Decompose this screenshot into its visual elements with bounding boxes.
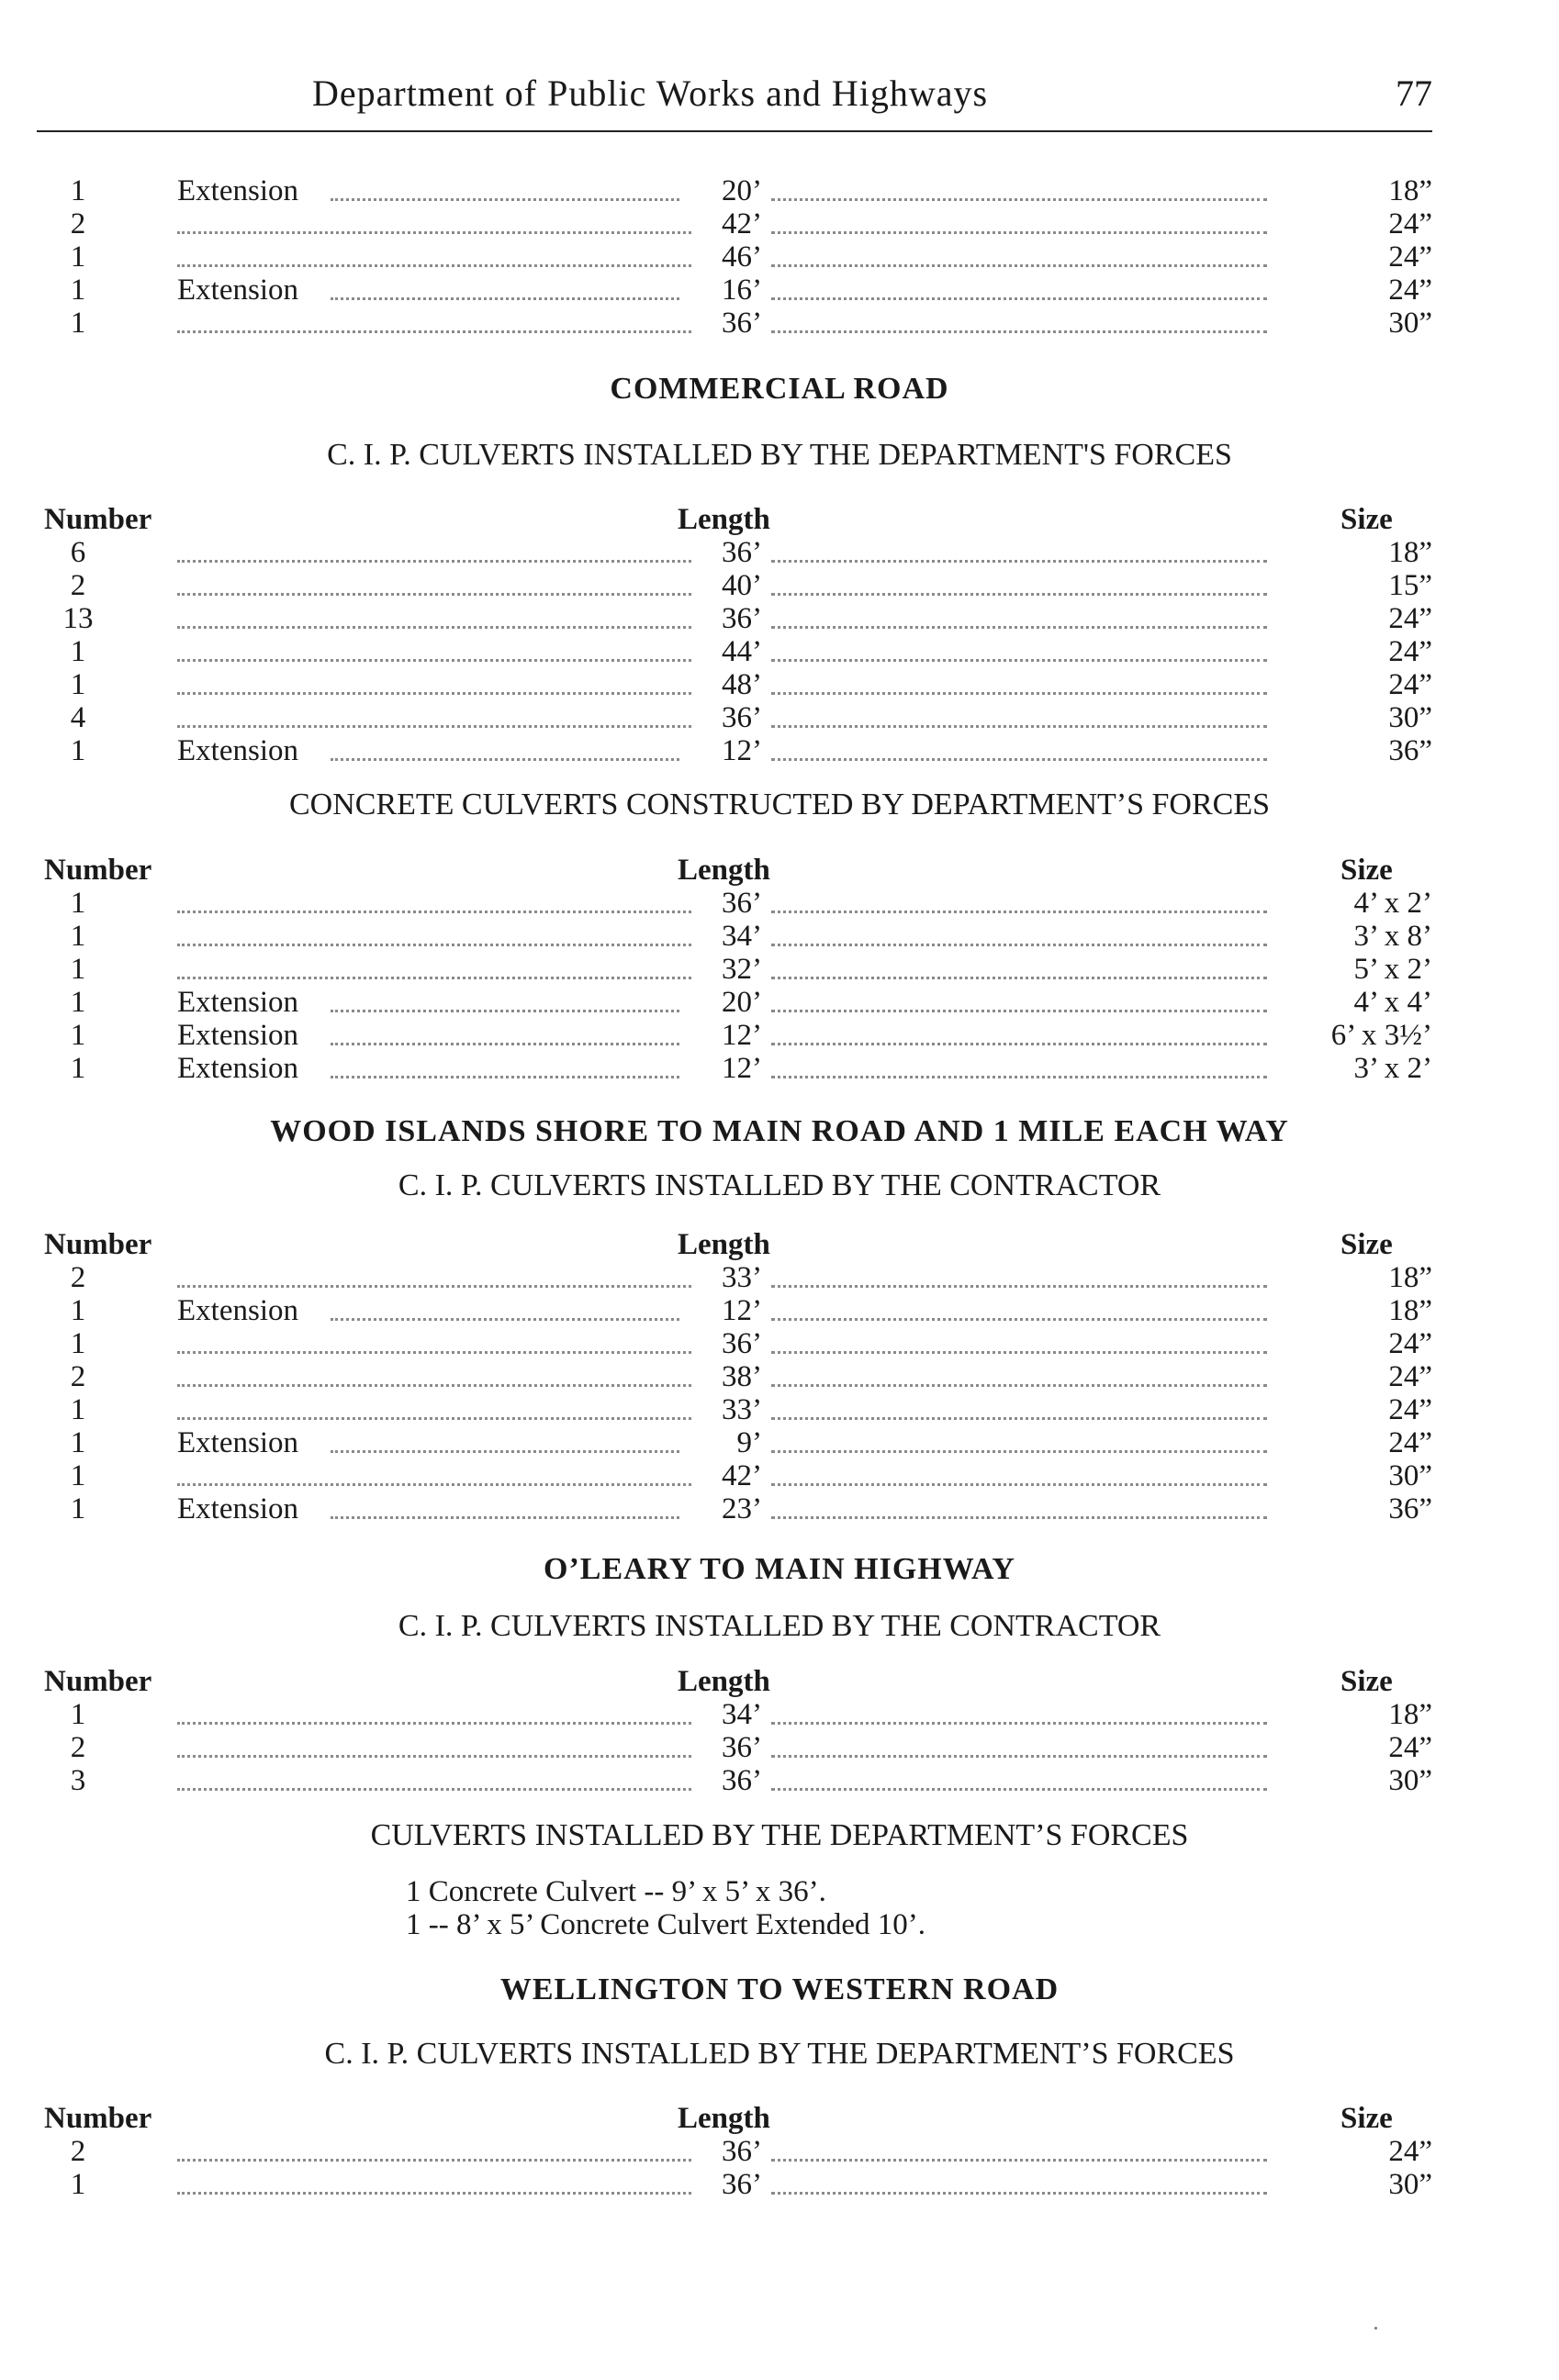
dot-leader (771, 1074, 1267, 1078)
cell-length: 36’ (722, 701, 762, 734)
table-row (0, 569, 1559, 602)
cell-number: 6 (70, 536, 86, 569)
cell-size: 24” (1388, 1327, 1432, 1360)
cell-size: 24” (1388, 240, 1432, 274)
table-row (0, 1360, 1559, 1393)
column-header-length: Length (678, 2102, 770, 2135)
column-header-length: Length (678, 854, 770, 887)
table-row (0, 1426, 1559, 1459)
dot-leader (177, 558, 691, 563)
dot-leader (771, 1283, 1267, 1288)
cell-length: 16’ (722, 274, 762, 307)
table-row (0, 1393, 1559, 1426)
column-header-length: Length (678, 503, 770, 536)
table-row (0, 701, 1559, 734)
dot-leader (771, 229, 1267, 234)
cell-size: 4’ x 4’ (1353, 986, 1432, 1019)
cell-number: 1 (70, 1052, 86, 1085)
cell-number: 1 (70, 920, 86, 953)
section-subheading: C. I. P. CULVERTS INSTALLED BY THE CONTRACTOR (398, 1609, 1161, 1643)
column-header-size: Size (1340, 503, 1393, 536)
dot-leader (177, 1349, 691, 1354)
column-header-size: Size (1340, 854, 1393, 887)
dot-leader (177, 909, 691, 913)
column-header-row (0, 503, 1559, 536)
cell-number: 1 (70, 1327, 86, 1360)
dot-leader (331, 1074, 679, 1078)
table-row (0, 668, 1559, 701)
culvert-note: 1 -- 8’ x 5’ Concrete Culvert Extended 10’. (406, 1908, 926, 1941)
cell-number: 1 (70, 1492, 86, 1525)
cell-number: 2 (70, 2135, 86, 2168)
cell-length: 46’ (722, 240, 762, 274)
section-subheading: C. I. P. CULVERTS INSTALLED BY THE DEPARTMENT’S FORCES (324, 2037, 1235, 2071)
dot-leader (771, 723, 1267, 728)
table-row (0, 174, 1559, 207)
cell-length: 36’ (722, 1327, 762, 1360)
dot-leader (177, 723, 691, 728)
dot-leader (771, 756, 1267, 761)
dot-leader (771, 1514, 1267, 1519)
table-row (0, 207, 1559, 240)
dot-leader (177, 1786, 691, 1791)
section-heading: WELLINGTON TO WESTERN ROAD (499, 1972, 1060, 2006)
cell-size: 15” (1388, 569, 1432, 602)
cell-size: 30” (1388, 2168, 1432, 2201)
column-header-size: Size (1340, 1228, 1393, 1261)
cell-length: 20’ (722, 174, 762, 207)
dot-leader (331, 296, 679, 300)
table-row (0, 1261, 1559, 1294)
dot-leader (771, 975, 1267, 979)
table-row (0, 2135, 1559, 2168)
dot-leader (331, 756, 679, 761)
cell-length: 44’ (722, 635, 762, 668)
cell-size: 24” (1388, 1360, 1432, 1393)
column-header-size: Size (1340, 1665, 1393, 1698)
section-heading: WOOD ISLANDS SHORE TO MAIN ROAD AND 1 MILE EACH WAY (270, 1114, 1289, 1148)
table-row (0, 1492, 1559, 1525)
cell-description: Extension (177, 1019, 298, 1052)
dot-leader (177, 624, 691, 629)
table-row (0, 602, 1559, 635)
table-row (0, 1459, 1559, 1492)
dot-leader (771, 1041, 1267, 1045)
cell-length: 12’ (722, 1294, 762, 1327)
dot-leader (771, 1753, 1267, 1758)
dot-leader (177, 1382, 691, 1387)
cell-size: 24” (1388, 602, 1432, 635)
cell-description: Extension (177, 174, 298, 207)
cell-size: 24” (1388, 668, 1432, 701)
cell-number: 1 (70, 1459, 86, 1492)
cell-size: 18” (1388, 1698, 1432, 1731)
dot-leader (771, 558, 1267, 563)
cell-length: 36’ (722, 536, 762, 569)
cell-number: 2 (70, 569, 86, 602)
column-header-length: Length (678, 1665, 770, 1698)
cell-length: 36’ (722, 1764, 762, 1797)
dot-leader (771, 2190, 1267, 2195)
dot-leader (771, 263, 1267, 267)
cell-description: Extension (177, 274, 298, 307)
scan-speck (1374, 2327, 1377, 2330)
cell-length: 36’ (722, 602, 762, 635)
dot-leader (771, 942, 1267, 946)
cell-size: 24” (1388, 635, 1432, 668)
dot-leader (331, 1448, 679, 1453)
cell-size: 24” (1388, 274, 1432, 307)
dot-leader (331, 1041, 679, 1045)
cell-size: 18” (1388, 536, 1432, 569)
cell-size: 30” (1388, 1764, 1432, 1797)
cell-number: 13 (62, 602, 94, 635)
dot-leader (771, 196, 1267, 201)
cell-number: 3 (70, 1764, 86, 1797)
section-subheading: CONCRETE CULVERTS CONSTRUCTED BY DEPARTMENT’S FORCES (288, 788, 1270, 821)
cell-size: 36” (1388, 734, 1432, 767)
table-row (0, 1052, 1559, 1085)
dot-leader (771, 657, 1267, 662)
section-subheading: C. I. P. CULVERTS INSTALLED BY THE DEPARTMENT'S FORCES (327, 438, 1232, 472)
page-header (37, 72, 1432, 127)
table-row (0, 536, 1559, 569)
dot-leader (331, 1316, 679, 1321)
cell-number: 1 (70, 1698, 86, 1731)
dot-leader (177, 657, 691, 662)
cell-number: 1 (70, 274, 86, 307)
cell-length: 40’ (722, 569, 762, 602)
cell-description: Extension (177, 986, 298, 1019)
header-rule (37, 130, 1432, 132)
cell-number: 1 (70, 953, 86, 986)
column-header-number: Number (44, 1228, 152, 1261)
cell-length: 48’ (722, 668, 762, 701)
cell-length: 36’ (722, 1731, 762, 1764)
cell-size: 24” (1388, 1426, 1432, 1459)
dot-leader (771, 1008, 1267, 1012)
table-row (0, 307, 1559, 340)
dot-leader (177, 1481, 691, 1486)
dot-leader (177, 942, 691, 946)
cell-number: 1 (70, 240, 86, 274)
cell-size: 4’ x 2’ (1353, 887, 1432, 920)
column-header-number: Number (44, 2102, 152, 2135)
section-subheading: C. I. P. CULVERTS INSTALLED BY THE CONTRACTOR (398, 1168, 1161, 1202)
dot-leader (177, 1753, 691, 1758)
column-header-number: Number (44, 1665, 152, 1698)
section-subheading: CULVERTS INSTALLED BY THE DEPARTMENT’S FORCES (370, 1818, 1189, 1852)
page-number: 77 (1396, 73, 1432, 114)
cell-number: 1 (70, 986, 86, 1019)
cell-size: 30” (1388, 701, 1432, 734)
column-header-row (0, 1665, 1559, 1698)
cell-number: 2 (70, 207, 86, 240)
cell-length: 12’ (722, 1052, 762, 1085)
cell-size: 24” (1388, 1393, 1432, 1426)
cell-number: 1 (70, 734, 86, 767)
dot-leader (177, 1720, 691, 1725)
cell-number: 1 (70, 1294, 86, 1327)
column-header-number: Number (44, 503, 152, 536)
cell-length: 12’ (722, 1019, 762, 1052)
cell-size: 6’ x 3½’ (1330, 1019, 1432, 1052)
table-row (0, 1731, 1559, 1764)
cell-number: 1 (70, 1393, 86, 1426)
cell-size: 3’ x 2’ (1353, 1052, 1432, 1085)
cell-length: 12’ (722, 734, 762, 767)
cell-length: 9’ (736, 1426, 762, 1459)
cell-size: 24” (1388, 207, 1432, 240)
cell-size: 36” (1388, 1492, 1432, 1525)
cell-number: 2 (70, 1731, 86, 1764)
cell-number: 2 (70, 1360, 86, 1393)
cell-length: 20’ (722, 986, 762, 1019)
dot-leader (331, 1008, 679, 1012)
column-header-row (0, 1228, 1559, 1261)
dot-leader (331, 1514, 679, 1519)
column-header-row (0, 2102, 1559, 2135)
cell-size: 18” (1388, 1261, 1432, 1294)
table-row (0, 635, 1559, 668)
dot-leader (177, 1283, 691, 1288)
dot-leader (177, 1415, 691, 1420)
cell-length: 36’ (722, 2168, 762, 2201)
cell-length: 34’ (722, 920, 762, 953)
table-row (0, 1019, 1559, 1052)
cell-number: 4 (70, 701, 86, 734)
cell-number: 2 (70, 1261, 86, 1294)
cell-description: Extension (177, 1052, 298, 1085)
cell-description: Extension (177, 1426, 298, 1459)
table-row (0, 1764, 1559, 1797)
cell-number: 1 (70, 668, 86, 701)
dot-leader (771, 296, 1267, 300)
dot-leader (771, 1382, 1267, 1387)
cell-number: 1 (70, 887, 86, 920)
dot-leader (771, 591, 1267, 596)
cell-number: 1 (70, 307, 86, 340)
dot-leader (771, 1316, 1267, 1321)
dot-leader (177, 2190, 691, 2195)
dot-leader (771, 1786, 1267, 1791)
dot-leader (771, 1415, 1267, 1420)
cell-length: 33’ (722, 1261, 762, 1294)
cell-length: 36’ (722, 887, 762, 920)
cell-length: 23’ (722, 1492, 762, 1525)
cell-length: 38’ (722, 1360, 762, 1393)
cell-number: 1 (70, 635, 86, 668)
dot-leader (771, 1720, 1267, 1725)
dot-leader (331, 196, 679, 201)
dot-leader (771, 1448, 1267, 1453)
column-header-length: Length (678, 1228, 770, 1261)
dot-leader (177, 2157, 691, 2162)
table-row (0, 920, 1559, 953)
table-row (0, 240, 1559, 274)
table-row (0, 953, 1559, 986)
cell-size: 18” (1388, 174, 1432, 207)
cell-length: 32’ (722, 953, 762, 986)
table-row (0, 274, 1559, 307)
cell-length: 34’ (722, 1698, 762, 1731)
cell-number: 1 (70, 2168, 86, 2201)
cell-length: 42’ (722, 207, 762, 240)
table-row (0, 2168, 1559, 2201)
dot-leader (771, 1349, 1267, 1354)
cell-size: 24” (1388, 1731, 1432, 1764)
dot-leader (177, 591, 691, 596)
dot-leader (771, 329, 1267, 333)
table-row (0, 1294, 1559, 1327)
cell-length: 36’ (722, 2135, 762, 2168)
cell-size: 5’ x 2’ (1353, 953, 1432, 986)
section-heading: COMMERCIAL ROAD (610, 372, 949, 406)
running-title: Department of Public Works and Highways (312, 73, 989, 114)
cell-length: 33’ (722, 1393, 762, 1426)
cell-size: 30” (1388, 307, 1432, 340)
dot-leader (771, 690, 1267, 695)
dot-leader (771, 2157, 1267, 2162)
cell-size: 24” (1388, 2135, 1432, 2168)
cell-number: 1 (70, 174, 86, 207)
cell-number: 1 (70, 1019, 86, 1052)
dot-leader (771, 909, 1267, 913)
cell-size: 18” (1388, 1294, 1432, 1327)
table-row (0, 734, 1559, 767)
culvert-note: 1 Concrete Culvert -- 9’ x 5’ x 36’. (406, 1875, 826, 1908)
cell-number: 1 (70, 1426, 86, 1459)
cell-description: Extension (177, 734, 298, 767)
cell-length: 36’ (722, 307, 762, 340)
cell-description: Extension (177, 1492, 298, 1525)
table-row (0, 986, 1559, 1019)
column-header-row (0, 854, 1559, 887)
cell-size: 3’ x 8’ (1353, 920, 1432, 953)
dot-leader (177, 329, 691, 333)
table-row (0, 1327, 1559, 1360)
dot-leader (771, 1481, 1267, 1486)
dot-leader (177, 263, 691, 267)
cell-length: 42’ (722, 1459, 762, 1492)
dot-leader (177, 229, 691, 234)
dot-leader (177, 975, 691, 979)
cell-description: Extension (177, 1294, 298, 1327)
dot-leader (771, 624, 1267, 629)
table-row (0, 887, 1559, 920)
column-header-number: Number (44, 854, 152, 887)
cell-size: 30” (1388, 1459, 1432, 1492)
table-row (0, 1698, 1559, 1731)
column-header-size: Size (1340, 2102, 1393, 2135)
dot-leader (177, 690, 691, 695)
section-heading: O’LEARY TO MAIN HIGHWAY (544, 1552, 1015, 1586)
